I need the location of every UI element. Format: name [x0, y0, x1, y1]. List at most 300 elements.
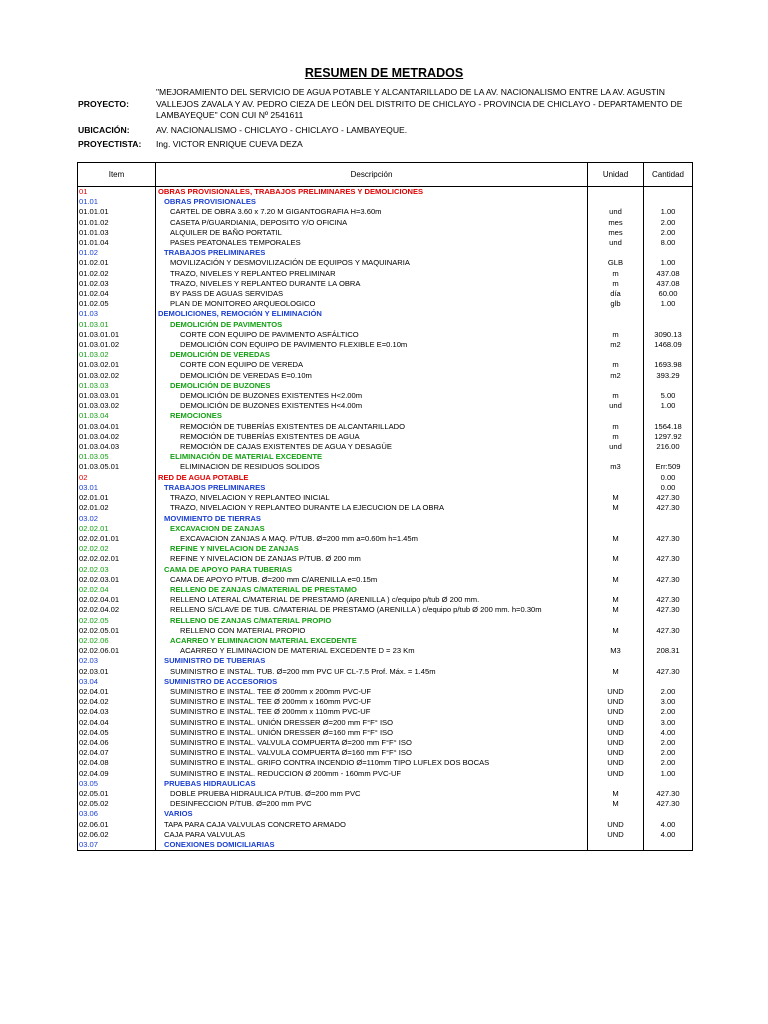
table-row: [78, 585, 693, 595]
item-unit: und: [588, 207, 644, 217]
item-description: BY PASS DE AGUAS SERVIDAS: [156, 289, 588, 299]
table-row: [78, 238, 693, 248]
item-description: PLAN DE MONITOREO ARQUEOLOGICO: [156, 299, 588, 309]
item-code: 02.04.07: [78, 748, 156, 758]
table-row: [78, 258, 693, 268]
item-code: 01.02.04: [78, 289, 156, 299]
item-code: 02.02.04.02: [78, 605, 156, 615]
item-code: 02.02.02.01: [78, 554, 156, 564]
table-row: [78, 595, 693, 605]
item-quantity: 2.00: [644, 707, 693, 717]
item-quantity: 3.00: [644, 718, 693, 728]
item-quantity: 427.30: [644, 554, 693, 564]
item-unit: und: [588, 442, 644, 452]
table-row: [78, 422, 693, 432]
item-unit: [588, 544, 644, 554]
table-row: [78, 360, 693, 370]
item-unit: M: [588, 554, 644, 564]
item-quantity: [644, 585, 693, 595]
item-quantity: 2.00: [644, 758, 693, 768]
item-unit: [588, 840, 644, 851]
item-code: 01.03.01.02: [78, 340, 156, 350]
item-description: OBRAS PROVISIONALES, TRABAJOS PRELIMINARES Y DEMOLICIONES: [156, 187, 588, 198]
item-code: 02.01.01: [78, 493, 156, 503]
item-code: 01.02.02: [78, 269, 156, 279]
item-quantity: 4.00: [644, 830, 693, 840]
item-description: DEMOLICIÓN DE VEREDAS: [156, 350, 588, 360]
item-quantity: [644, 656, 693, 666]
item-description: SUMINISTRO E INSTAL. GRIFO CONTRA INCENDIO Ø=110mm TIPO LUFLEX DOS BOCAS: [156, 758, 588, 768]
item-description: TRABAJOS PRELIMINARES: [156, 483, 588, 493]
item-description: TRAZO, NIVELACION Y REPLANTEO DURANTE LA EJECUCION DE LA OBRA: [156, 503, 588, 513]
item-code: 02.02.01.01: [78, 534, 156, 544]
item-quantity: [644, 565, 693, 575]
item-quantity: 8.00: [644, 238, 693, 248]
table-row: [78, 462, 693, 472]
table-row: [78, 228, 693, 238]
table-row: [78, 728, 693, 738]
table-row: [78, 738, 693, 748]
table-row: [78, 493, 693, 503]
item-code: 02: [78, 473, 156, 483]
table-row: [78, 483, 693, 493]
item-description: RELLENO DE ZANJAS C/MATERIAL DE PRESTAMO: [156, 585, 588, 595]
item-unit: M: [588, 493, 644, 503]
item-code: 03.01: [78, 483, 156, 493]
item-unit: M: [588, 626, 644, 636]
table-row: [78, 218, 693, 228]
item-unit: [588, 350, 644, 360]
item-description: DOBLE PRUEBA HIDRAULICA P/TUB. Ø=200 mm PVC: [156, 789, 588, 799]
item-description: REMOCIÓN DE TUBERÍAS EXISTENTES DE AGUA: [156, 432, 588, 442]
item-unit: UND: [588, 697, 644, 707]
item-description: ACARREO Y ELIMINACION MATERIAL EXCEDENTE: [156, 636, 588, 646]
item-description: DEMOLICIÓN DE BUZONES: [156, 381, 588, 391]
item-quantity: [644, 779, 693, 789]
item-code: 02.04.06: [78, 738, 156, 748]
item-code: 03.04: [78, 677, 156, 687]
item-description: DESINFECCION P/TUB. Ø=200 mm PVC: [156, 799, 588, 809]
item-code: 02.02.03.01: [78, 575, 156, 585]
item-code: 01: [78, 187, 156, 198]
table-row: [78, 779, 693, 789]
item-code: 01.01: [78, 197, 156, 207]
item-quantity: [644, 636, 693, 646]
item-description: RED DE AGUA POTABLE: [156, 473, 588, 483]
item-description: DEMOLICIÓN DE BUZONES EXISTENTES H<2.00m: [156, 391, 588, 401]
item-quantity: 1.00: [644, 258, 693, 268]
item-unit: m: [588, 330, 644, 340]
item-unit: [588, 585, 644, 595]
item-code: 01.03: [78, 309, 156, 319]
item-unit: m: [588, 432, 644, 442]
item-quantity: [644, 544, 693, 554]
ubicacion-label: UBICACIÓN:: [78, 125, 130, 135]
item-quantity: [644, 309, 693, 319]
item-quantity: 437.08: [644, 269, 693, 279]
item-code: 01.01.03: [78, 228, 156, 238]
table-row: [78, 187, 693, 198]
item-quantity: 60.00: [644, 289, 693, 299]
item-description: CAJA PARA VALVULAS: [156, 830, 588, 840]
item-quantity: [644, 197, 693, 207]
item-unit: [588, 656, 644, 666]
item-description: SUMINISTRO E INSTAL. UNIÓN DRESSER Ø=160 mm F°F° ISO: [156, 728, 588, 738]
item-code: 01.03.02: [78, 350, 156, 360]
item-code: 02.04.01: [78, 687, 156, 697]
item-code: 02.02.05: [78, 616, 156, 626]
item-code: 01.01.02: [78, 218, 156, 228]
item-description: SUMINISTRO E INSTAL. VALVULA COMPUERTA Ø=200 mm F°F° ISO: [156, 738, 588, 748]
item-code: 01.01.04: [78, 238, 156, 248]
table-row: [78, 248, 693, 258]
item-quantity: 427.30: [644, 667, 693, 677]
item-quantity: 2.00: [644, 738, 693, 748]
item-unit: M: [588, 667, 644, 677]
item-code: 02.02.06.01: [78, 646, 156, 656]
table-row: [78, 605, 693, 615]
item-unit: UND: [588, 758, 644, 768]
item-unit: [588, 514, 644, 524]
item-code: 02.02.03: [78, 565, 156, 575]
item-quantity: 437.08: [644, 279, 693, 289]
item-unit: [588, 320, 644, 330]
table-row: [78, 391, 693, 401]
item-code: 01.02.03: [78, 279, 156, 289]
table-row: [78, 809, 693, 819]
item-unit: m: [588, 422, 644, 432]
item-unit: glb: [588, 299, 644, 309]
item-code: 02.04.05: [78, 728, 156, 738]
item-quantity: 3.00: [644, 697, 693, 707]
item-quantity: 1.00: [644, 207, 693, 217]
table-row: [78, 830, 693, 840]
item-code: 02.05.02: [78, 799, 156, 809]
item-quantity: 3090.13: [644, 330, 693, 340]
item-quantity: 1.00: [644, 299, 693, 309]
column-header-cantidad: Cantidad: [644, 163, 693, 187]
item-code: 03.05: [78, 779, 156, 789]
item-code: 01.03.04.02: [78, 432, 156, 442]
item-description: CARTEL DE OBRA 3.60 x 7.20 M GIGANTOGRAFIA H=3.60m: [156, 207, 588, 217]
item-quantity: 427.30: [644, 789, 693, 799]
item-quantity: [644, 381, 693, 391]
item-description: SUMINISTRO DE ACCESORIOS: [156, 677, 588, 687]
table-row: [78, 514, 693, 524]
item-unit: m: [588, 269, 644, 279]
item-code: 01.03.04: [78, 411, 156, 421]
item-quantity: 4.00: [644, 820, 693, 830]
item-unit: UND: [588, 748, 644, 758]
table-row: [78, 320, 693, 330]
item-unit: M: [588, 575, 644, 585]
table-row: [78, 840, 693, 851]
table-row: [78, 269, 693, 279]
table-row: [78, 677, 693, 687]
table-row: [78, 646, 693, 656]
item-code: 01.03.02.01: [78, 360, 156, 370]
item-unit: [588, 524, 644, 534]
table-row: [78, 452, 693, 462]
item-quantity: 1693.98: [644, 360, 693, 370]
item-quantity: [644, 514, 693, 524]
item-quantity: [644, 350, 693, 360]
item-quantity: [644, 320, 693, 330]
item-code: 02.06.02: [78, 830, 156, 840]
item-description: RELLENO S/CLAVE DE TUB. C/MATERIAL DE PRESTAMO (ARENILLA ) c/equipo p/tub Ø 200 mm. h=0.30m: [156, 605, 588, 615]
item-code: 01.03.01.01: [78, 330, 156, 340]
item-unit: m2: [588, 340, 644, 350]
item-quantity: [644, 840, 693, 851]
proyecto-label: PROYECTO:: [78, 99, 129, 109]
table-row: [78, 656, 693, 666]
item-unit: GLB: [588, 258, 644, 268]
item-quantity: 1468.09: [644, 340, 693, 350]
item-code: 01.03.03: [78, 381, 156, 391]
item-code: 02.01.02: [78, 503, 156, 513]
item-code: 03.07: [78, 840, 156, 851]
item-code: 02.02.06: [78, 636, 156, 646]
column-header-unidad: Unidad: [588, 163, 644, 187]
item-description: ALQUILER DE BAÑO PORTATIL: [156, 228, 588, 238]
item-quantity: Err:509: [644, 462, 693, 472]
table-row: [78, 769, 693, 779]
item-unit: m2: [588, 371, 644, 381]
item-code: 02.04.08: [78, 758, 156, 768]
table-row: [78, 697, 693, 707]
item-unit: [588, 565, 644, 575]
item-quantity: 393.29: [644, 371, 693, 381]
ubicacion-value: AV. NACIONALISMO - CHICLAYO - CHICLAYO - LAMBAYEQUE.: [156, 125, 408, 135]
item-description: ELIMINACION DE RESIDUOS SOLIDOS: [156, 462, 588, 472]
table-row: [78, 524, 693, 534]
item-unit: [588, 779, 644, 789]
item-code: 01.02: [78, 248, 156, 258]
table-body: [78, 187, 693, 851]
item-quantity: 427.30: [644, 605, 693, 615]
item-description: TRAZO, NIVELES Y REPLANTEO PRELIMINAR: [156, 269, 588, 279]
item-quantity: 2.00: [644, 228, 693, 238]
table-row: [78, 289, 693, 299]
item-unit: mes: [588, 228, 644, 238]
item-unit: UND: [588, 820, 644, 830]
item-unit: [588, 187, 644, 198]
table-row: [78, 758, 693, 768]
item-quantity: 427.30: [644, 503, 693, 513]
item-quantity: 0.00: [644, 473, 693, 483]
item-unit: [588, 381, 644, 391]
item-unit: UND: [588, 707, 644, 717]
item-code: 01.03.05.01: [78, 462, 156, 472]
item-description: SUMINISTRO DE TUBERIAS: [156, 656, 588, 666]
item-unit: m: [588, 360, 644, 370]
item-unit: [588, 483, 644, 493]
item-code: 01.03.01: [78, 320, 156, 330]
item-unit: M: [588, 595, 644, 605]
table-row: [78, 534, 693, 544]
item-unit: día: [588, 289, 644, 299]
item-description: MOVIMIENTO DE TIERRAS: [156, 514, 588, 524]
item-description: REFINE Y NIVELACION DE ZANJAS: [156, 544, 588, 554]
item-unit: UND: [588, 738, 644, 748]
table-row: [78, 207, 693, 217]
item-unit: [588, 616, 644, 626]
item-quantity: 1297.92: [644, 432, 693, 442]
table-row: [78, 330, 693, 340]
item-code: 02.05.01: [78, 789, 156, 799]
item-description: DEMOLICIÓN DE PAVIMENTOS: [156, 320, 588, 330]
table-row: [78, 687, 693, 697]
item-code: 01.03.03.02: [78, 401, 156, 411]
item-description: SUMINISTRO E INSTAL. TEE Ø 200mm x 160mm PVC-UF: [156, 697, 588, 707]
table-row: [78, 279, 693, 289]
item-code: 02.06.01: [78, 820, 156, 830]
item-quantity: 427.30: [644, 626, 693, 636]
item-code: 02.04.04: [78, 718, 156, 728]
item-unit: [588, 309, 644, 319]
item-code: 01.03.04.03: [78, 442, 156, 452]
table-row: [78, 340, 693, 350]
item-unit: M: [588, 799, 644, 809]
item-quantity: 1.00: [644, 401, 693, 411]
item-quantity: 427.30: [644, 534, 693, 544]
item-unit: und: [588, 401, 644, 411]
item-unit: UND: [588, 830, 644, 840]
table-row: [78, 820, 693, 830]
item-description: CASETA P/GUARDIANIA, DEPOSITO Y/O OFICINA: [156, 218, 588, 228]
column-header-descripcion: Descripción: [156, 163, 588, 187]
item-description: DEMOLICIONES, REMOCIÓN Y ELIMINACIÓN: [156, 309, 588, 319]
item-quantity: [644, 616, 693, 626]
table-row: [78, 718, 693, 728]
item-code: 02.02.01: [78, 524, 156, 534]
item-unit: UND: [588, 728, 644, 738]
table-row: [78, 432, 693, 442]
item-unit: m: [588, 391, 644, 401]
item-unit: m3: [588, 462, 644, 472]
item-code: 01.03.02.02: [78, 371, 156, 381]
table-row: [78, 309, 693, 319]
item-quantity: 0.00: [644, 483, 693, 493]
metrados-table: [77, 162, 693, 851]
item-unit: [588, 636, 644, 646]
item-quantity: 427.30: [644, 575, 693, 585]
table-row: [78, 350, 693, 360]
item-code: 02.04.03: [78, 707, 156, 717]
item-quantity: 208.31: [644, 646, 693, 656]
item-quantity: 427.30: [644, 595, 693, 605]
item-description: OBRAS PROVISIONALES: [156, 197, 588, 207]
item-description: ELIMINACIÓN DE MATERIAL EXCEDENTE: [156, 452, 588, 462]
table-row: [78, 381, 693, 391]
item-quantity: 1564.18: [644, 422, 693, 432]
table-row: [78, 299, 693, 309]
item-unit: M: [588, 789, 644, 799]
item-description: SUMINISTRO E INSTAL. REDUCCION Ø 200mm - 160mm PVC-UF: [156, 769, 588, 779]
item-description: SUMINISTRO E INSTAL. TUB. Ø=200 mm PVC UF CL-7.5 Prof. Máx. = 1.45m: [156, 667, 588, 677]
item-quantity: 427.30: [644, 493, 693, 503]
item-unit: M3: [588, 646, 644, 656]
item-unit: und: [588, 238, 644, 248]
item-code: 01.03.04.01: [78, 422, 156, 432]
item-unit: [588, 809, 644, 819]
item-description: REFINE Y NIVELACION DE ZANJAS P/TUB. Ø 200 mm: [156, 554, 588, 564]
item-description: EXCAVACION ZANJAS A MAQ. P/TUB. Ø=200 mm a=0.60m h=1.45m: [156, 534, 588, 544]
table-row: [78, 371, 693, 381]
table-row: [78, 748, 693, 758]
item-quantity: 2.00: [644, 687, 693, 697]
item-quantity: 216.00: [644, 442, 693, 452]
item-description: SUMINISTRO E INSTAL. VALVULA COMPUERTA Ø=160 mm F°F° ISO: [156, 748, 588, 758]
item-unit: [588, 473, 644, 483]
item-description: TAPA PARA CAJA VALVULAS CONCRETO ARMADO: [156, 820, 588, 830]
table-row: [78, 411, 693, 421]
item-quantity: [644, 677, 693, 687]
item-description: REMOCIÓN DE TUBERÍAS EXISTENTES DE ALCANTARILLADO: [156, 422, 588, 432]
item-unit: mes: [588, 218, 644, 228]
item-description: EXCAVACION DE ZANJAS: [156, 524, 588, 534]
item-description: PASES PEATONALES TEMPORALES: [156, 238, 588, 248]
table-row: [78, 473, 693, 483]
item-quantity: [644, 524, 693, 534]
item-unit: m: [588, 279, 644, 289]
item-description: CAMA DE APOYO P/TUB. Ø=200 mm C/ARENILLA e=0.15m: [156, 575, 588, 585]
table-row: [78, 789, 693, 799]
table-row: [78, 401, 693, 411]
item-code: 03.06: [78, 809, 156, 819]
table-row: [78, 503, 693, 513]
item-code: 02.02.05.01: [78, 626, 156, 636]
item-quantity: [644, 452, 693, 462]
item-code: 02.02.02: [78, 544, 156, 554]
table-row: [78, 554, 693, 564]
item-quantity: 2.00: [644, 748, 693, 758]
item-unit: [588, 677, 644, 687]
item-unit: M: [588, 605, 644, 615]
item-description: RELLENO LATERAL C/MATERIAL DE PRESTAMO (ARENILLA ) c/equipo p/tub Ø 200 mm.: [156, 595, 588, 605]
proyectista-value: Ing. VICTOR ENRIQUE CUEVA DEZA: [156, 139, 303, 149]
item-quantity: [644, 187, 693, 198]
item-quantity: 1.00: [644, 769, 693, 779]
table-row: [78, 565, 693, 575]
item-code: 02.04.02: [78, 697, 156, 707]
item-description: ACARREO Y ELIMINACION DE MATERIAL EXCEDENTE D = 23 Km: [156, 646, 588, 656]
item-unit: UND: [588, 687, 644, 697]
item-description: TRAZO, NIVELACION Y REPLANTEO INICIAL: [156, 493, 588, 503]
table-row: [78, 575, 693, 585]
item-quantity: 2.00: [644, 218, 693, 228]
item-description: CORTE CON EQUIPO DE VEREDA: [156, 360, 588, 370]
item-unit: UND: [588, 718, 644, 728]
proyecto-value: "MEJORAMIENTO DEL SERVICIO DE AGUA POTABLE Y ALCANTARILLADO DE LA AV. NACIONALISMO ENTRE LA AV. AGUSTIN VALLEJOS ZAVALA Y AV. PEDRO CIEZA DE LEÓN DEL DISTRITO DE CHICLAYO - PROVINCIA DE CHICLAYO - DEPARTAMENTO DE LAMBAYEQUE" CON CUI Nº 2541611: [156, 87, 683, 120]
table-row: [78, 707, 693, 717]
table-row: [78, 544, 693, 554]
item-description: REMOCIONES: [156, 411, 588, 421]
item-description: SUMINISTRO E INSTAL. TEE Ø 200mm x 200mm PVC-UF: [156, 687, 588, 697]
item-code: 02.04.09: [78, 769, 156, 779]
item-description: SUMINISTRO E INSTAL. TEE Ø 200mm x 110mm PVC-UF: [156, 707, 588, 717]
item-code: 02.02.04.01: [78, 595, 156, 605]
item-description: PRUEBAS HIDRAULICAS: [156, 779, 588, 789]
table-row: [78, 616, 693, 626]
item-code: 01.02.01: [78, 258, 156, 268]
item-quantity: [644, 248, 693, 258]
table-row: [78, 626, 693, 636]
item-quantity: [644, 809, 693, 819]
item-code: 01.02.05: [78, 299, 156, 309]
item-quantity: 4.00: [644, 728, 693, 738]
table-row: [78, 667, 693, 677]
